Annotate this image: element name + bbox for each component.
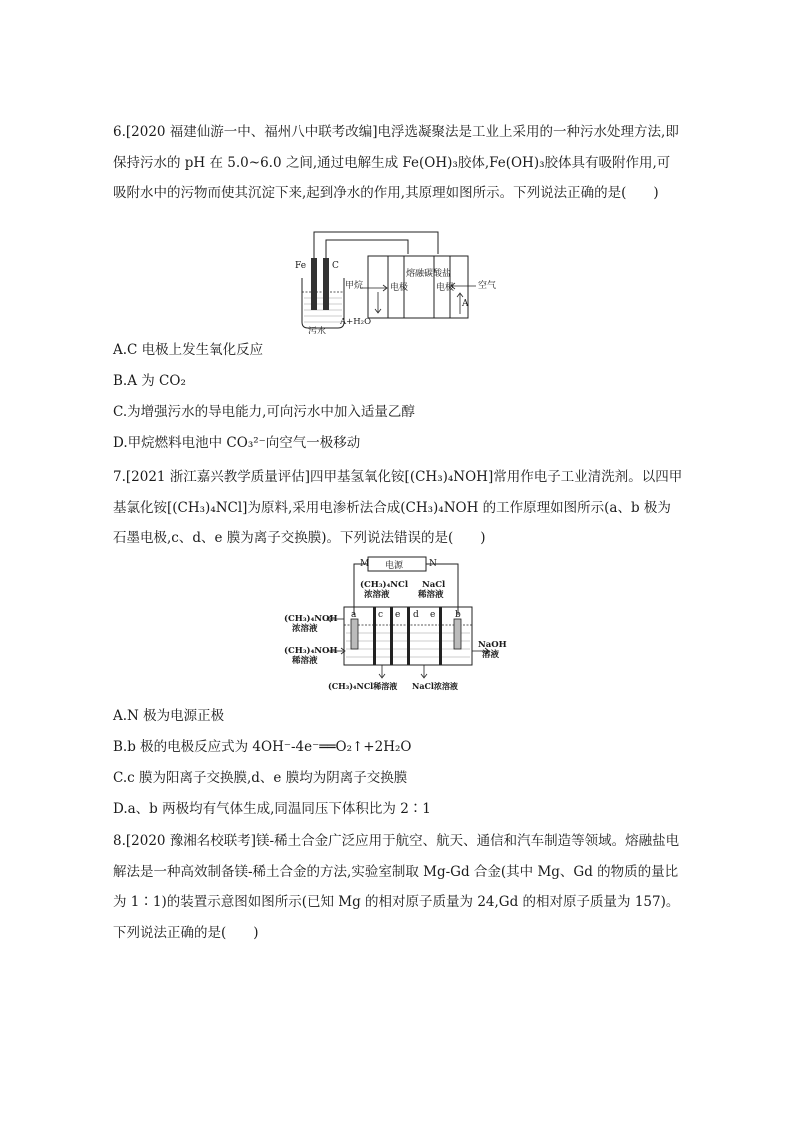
electrodialysis-figure [282, 555, 512, 695]
question-6-stem: 6.[2020 福建仙游一中、福州八中联考改编]电浮选凝聚法是工业上采用的一种污水处理方法,即保持污水的 pH 在 5.0~6.0 之间,通过电解生成 Fe(OH)₃胶体,Fe(OH)₃胶体具有吸附作用,可吸附水中的污物而使其沉淀下来,起到净水的作用,其原理如图所示。下列说法正确的是( ) [113, 124, 679, 201]
label-membrane-e2: e [430, 610, 436, 620]
label-a-h2o: A+H₂O [340, 317, 372, 327]
label-n: N [429, 559, 437, 569]
svg-text:稀溶液: 稀溶液 [292, 656, 318, 666]
q7-option-b[interactable]: B.b 极的电极反应式为 4OH⁻-4e⁻══O₂↑+2H₂O [113, 739, 412, 755]
label-tma-oh-conc: (CH₃)₄NOH [284, 614, 338, 624]
membrane-e [439, 607, 442, 665]
label-fe: Fe [295, 261, 307, 271]
q6-option-d[interactable]: D.甲烷燃料电池中 CO₃²⁻向空气一极移动 [113, 435, 361, 451]
label-methane: 甲烷 [345, 281, 364, 291]
label-tma-cl-conc: (CH₃)₄NCl [360, 580, 409, 590]
q7-option-d[interactable]: D.a、b 两极均有气体生成,同温同压下体积比为 2∶1 [113, 801, 431, 817]
svg-text:溶液: 溶液 [482, 650, 500, 660]
q6-option-a[interactable]: A.C 电极上发生氧化反应 [113, 342, 264, 358]
label-membrane-d: d [413, 610, 419, 620]
membrane-e-left [390, 607, 393, 665]
label-membrane-c: c [378, 610, 384, 620]
label-electrode-b: b [455, 610, 461, 620]
electrode-b [454, 619, 461, 649]
svg-text:浓溶液: 浓溶液 [364, 590, 390, 600]
electrode-a [351, 619, 358, 649]
label-membrane-e1: e [395, 610, 401, 620]
label-power: 电源 [385, 561, 404, 571]
fe-electrode [311, 258, 317, 310]
svg-text:浓溶液: 浓溶液 [292, 624, 318, 634]
label-air: 空气 [478, 281, 497, 291]
label-tma-oh-dil: (CH₃)₄NOH [284, 646, 338, 656]
label-c: C [332, 261, 339, 271]
membrane-c [373, 607, 376, 665]
label-m: M [360, 559, 370, 569]
c-electrode [323, 258, 329, 310]
label-a: A [462, 299, 469, 309]
label-electrode-left: 电极 [390, 283, 409, 293]
membrane-d [407, 607, 410, 665]
label-bottom-left: (CH₃)₄NCl稀溶液 [328, 681, 398, 691]
question-8-stem: 8.[2020 豫湘名校联考]镁-稀土合金广泛应用于航空、航天、通信和汽车制造等领域。熔融盐电解法是一种高效制备镁-稀土合金的方法,实验室制取 Mg-Gd 合金(其中 Mg、Gd 的物质的量比为 1∶1)的装置示意图如图所示(已知 Mg 的相对原子质量为 24,Gd 的相对原子质量为 157)。下列说法正确的是( ) [113, 833, 680, 941]
fuel-cell-figure [290, 226, 510, 334]
label-electrode-right: 电极 [436, 283, 455, 293]
q7-option-c[interactable]: C.c 膜为阳离子交换膜,d、e 膜均为阴离子交换膜 [113, 770, 408, 786]
label-electrolyte: 熔融碳酸盐 [406, 269, 452, 279]
label-sewage: 污水 [308, 327, 327, 334]
q7-option-a[interactable]: A.N 极为电源正极 [113, 708, 225, 724]
question-7-stem: 7.[2021 浙江嘉兴教学质量评估]四甲基氢氧化铵[(CH₃)₄NOH]常用作电子工业清洗剂。以四甲基氯化铵[(CH₃)₄NCl]为原料,采用电渗析法合成(CH₃)₄NOH 的工作原理如图所示(a、b 极为石墨电极,c、d、e 膜为离子交换膜)。下列说法错误的是( ) [113, 469, 683, 546]
label-nacl-dil: NaCl [422, 580, 446, 590]
q6-option-b[interactable]: B.A 为 CO₂ [113, 373, 186, 389]
svg-text:稀溶液: 稀溶液 [418, 590, 444, 600]
label-bottom-right: NaCl浓溶液 [412, 681, 458, 691]
label-electrode-a: a [351, 610, 357, 620]
q6-option-c[interactable]: C.为增强污水的导电能力,可向污水中加入适量乙醇 [113, 404, 415, 420]
label-naoh: NaOH [478, 640, 507, 650]
